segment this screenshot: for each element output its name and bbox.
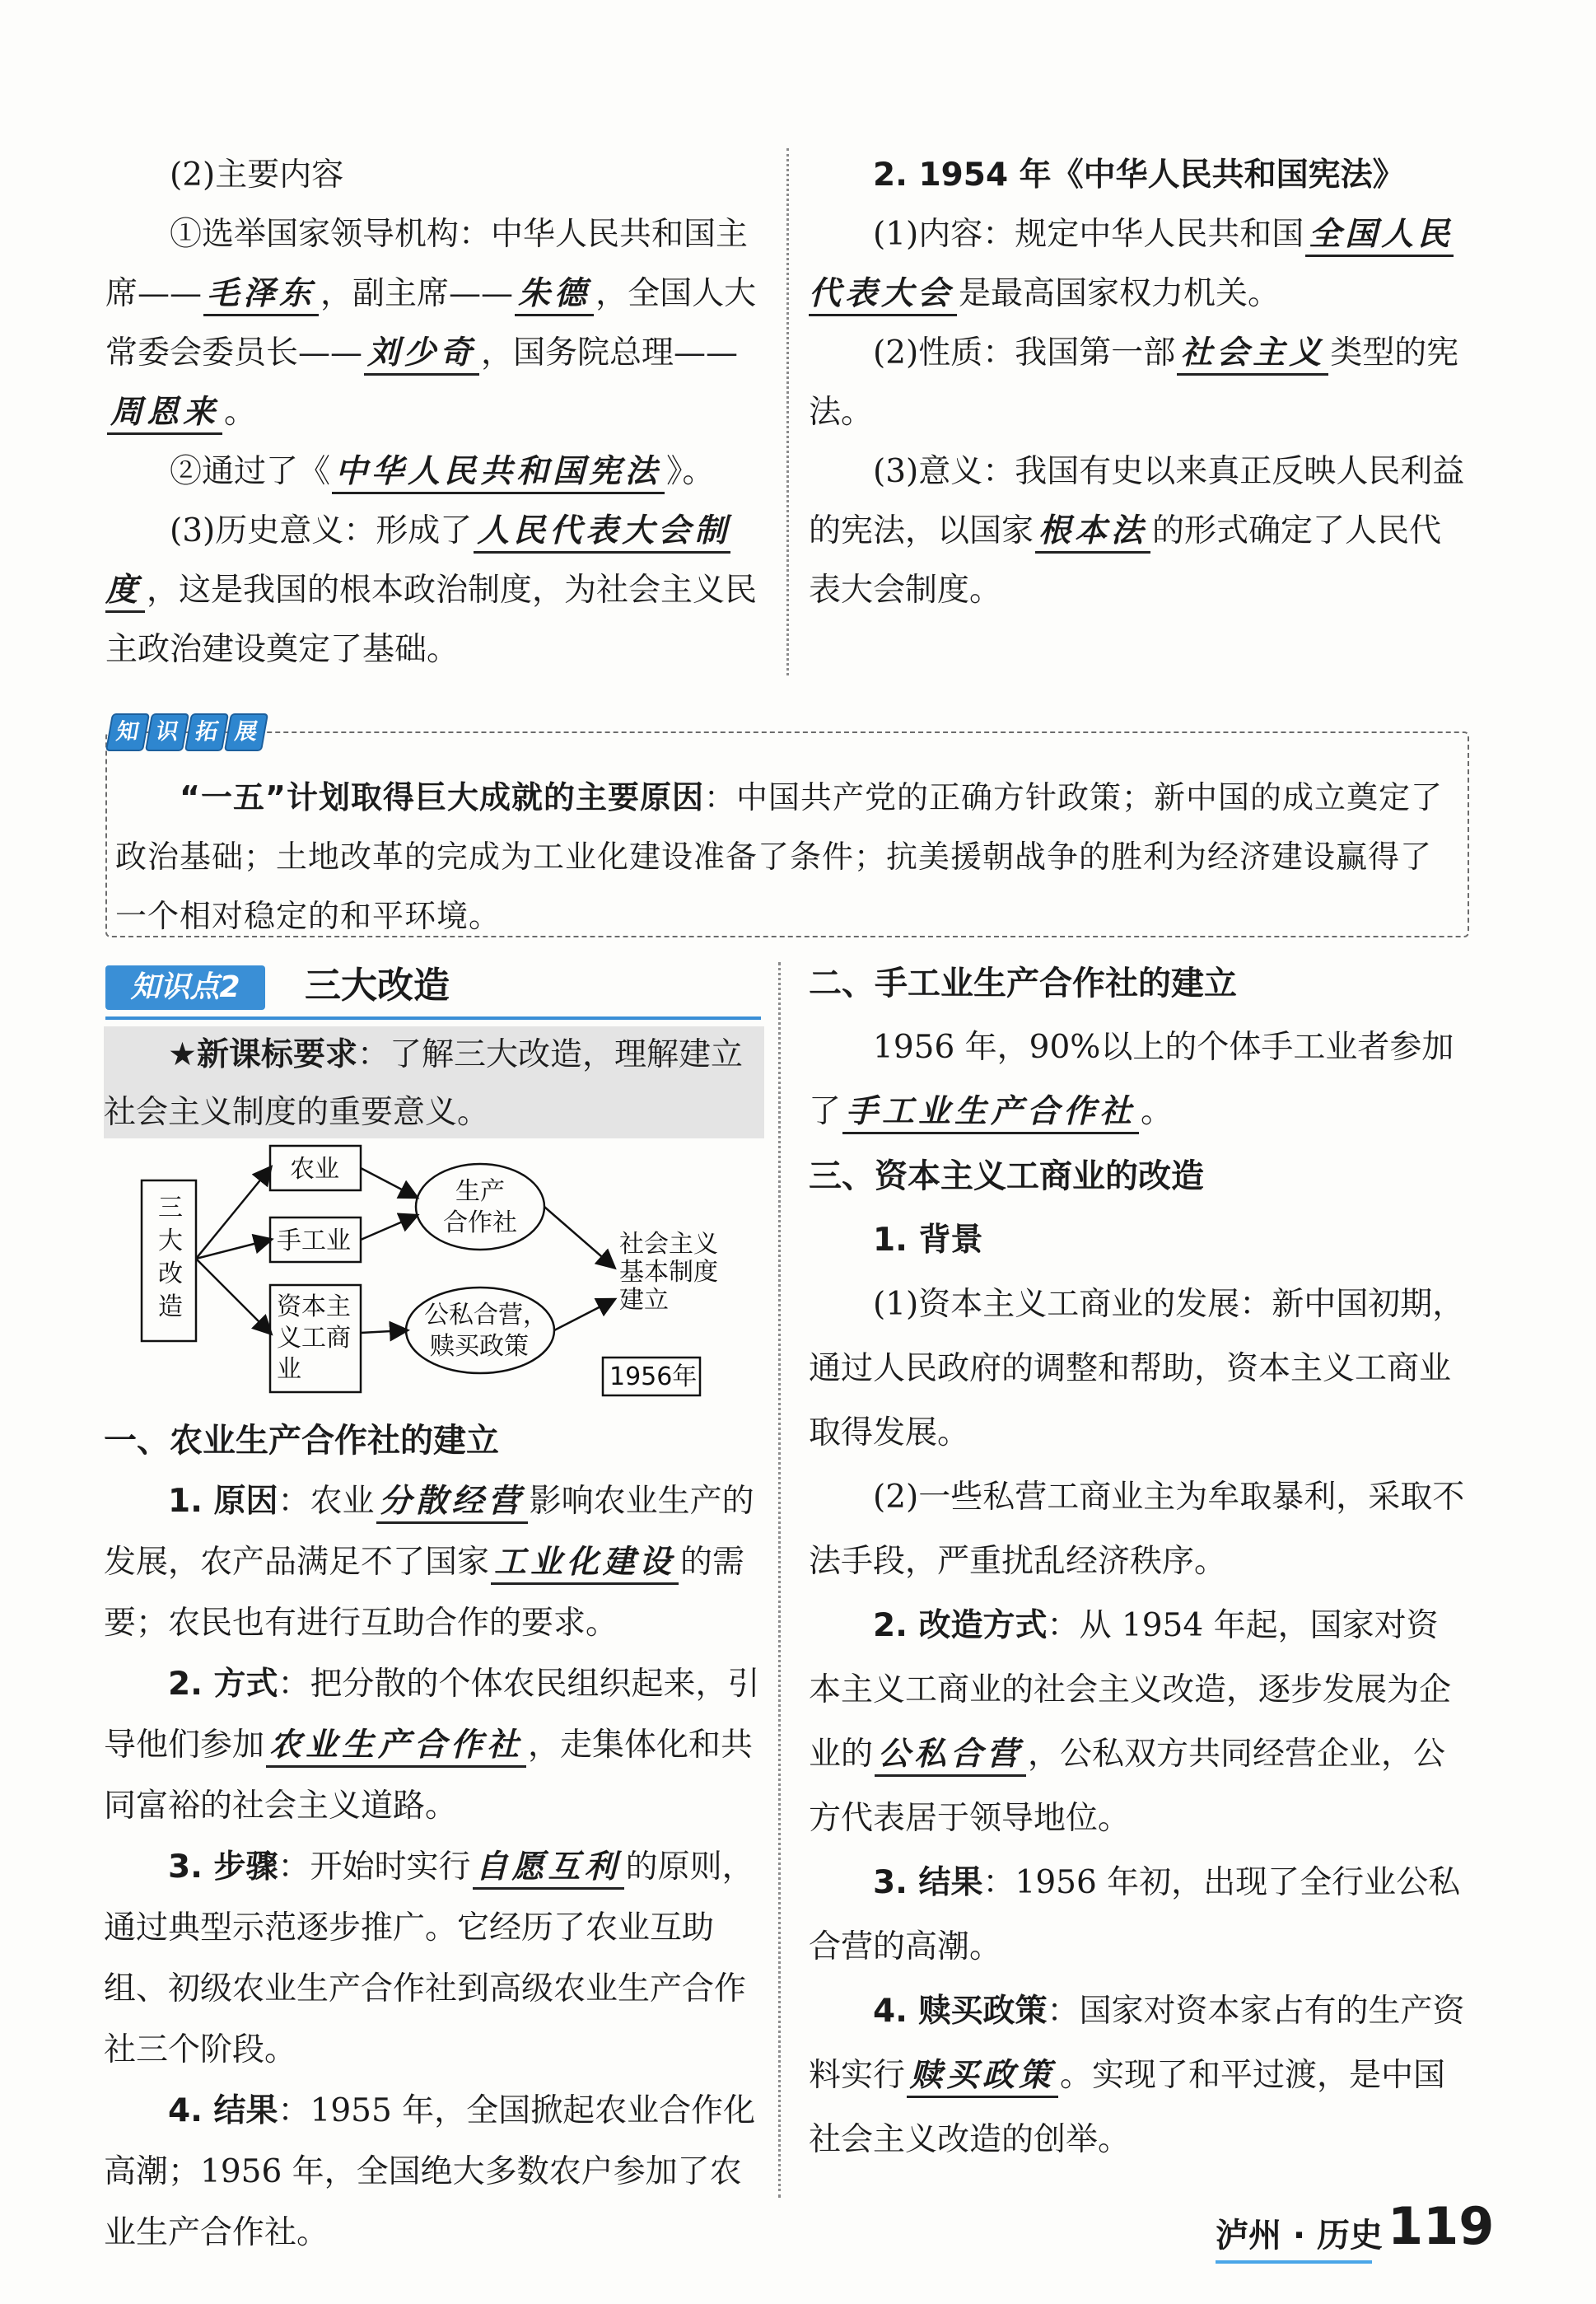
page-number: 119 xyxy=(1388,2196,1495,2256)
tag-char: 知 xyxy=(105,713,150,751)
extension-lead: “一五”计划取得巨大成就的主要原因 xyxy=(180,779,704,816)
background-p2: (2)一些私营工商业主为牟取暴利，采取不法手段，严重扰乱经济秩序。 xyxy=(809,1479,1465,1580)
right-column-bottom xyxy=(809,951,1468,2172)
redemption-policy: 4. 赎买政策：国家对资本家占有的生产资料实行 赎买政策 。实现了和平过渡，是中国社会主义改造的创举。 xyxy=(809,1993,1465,2158)
transform-result: 3. 结果：1956 年初，出现了全行业公私合营的高潮。 xyxy=(809,1864,1461,1965)
constitution-content: (1)内容：规定中华人民共和国 全国人民代表大会 是最高国家权力机关。 xyxy=(809,205,1468,324)
answer-joint-venture: 公私合营 xyxy=(875,1736,1026,1777)
handicraft-paragraph: 1956 年，90%以上的个体手工业者参加了 手工业生产合作社 。 xyxy=(809,1016,1468,1144)
constitution-paragraph: ②通过了《 中华人民共和国宪法 》。 xyxy=(105,442,764,502)
knowledge-extension-tag xyxy=(109,713,265,751)
constitution-significance: (3)意义：我国有史以来真正反映人民利益的宪法，以国家 根本法 的形式确定了人民代表大会制度。 xyxy=(809,453,1465,609)
goal-label: 建立 xyxy=(619,1286,669,1315)
constitution-1954-heading: 2. 1954 年《中华人民共和国宪法》 xyxy=(873,157,1405,194)
answer-socialism: 社会主义 xyxy=(1177,334,1328,376)
cooperative-label: 合作社 xyxy=(443,1208,517,1237)
root-char: 改 xyxy=(158,1259,183,1288)
right-column-top xyxy=(809,146,1468,620)
main-content-heading: (2)主要内容 xyxy=(170,157,344,194)
agri-result: 4. 结果：1955 年，全国掀起农业合作化高潮；1956 年，全国绝大多数农户参加了农业生产合作社。 xyxy=(104,2092,756,2251)
knowledge-point-underline xyxy=(105,1016,761,1020)
year-label: 1956年 xyxy=(609,1362,698,1391)
answer-voluntary: 自愿互利 xyxy=(473,1848,624,1890)
leaders-paragraph: ①选举国家领导机构：中华人民共和国主席—— 毛泽东 ，副主席—— 朱德 ，全国人大常委会委员长—— 刘少奇 ，国务院总理——周恩来 。 xyxy=(105,205,764,442)
answer-handicraft-coop: 手工业生产合作社 xyxy=(842,1093,1139,1134)
three-transformations-diagram xyxy=(132,1143,758,1407)
requirement-text: ：了解三大改造，理解建立社会主义制度的重要意义。 xyxy=(104,1036,743,1131)
section-handicraft-heading: 二、手工业生产合作社的建立 xyxy=(809,965,1237,1002)
answer-scattered: 分散经营 xyxy=(376,1483,528,1524)
capitalist-label: 资本主 xyxy=(277,1292,351,1321)
background-p1: (1)资本主义工商业的发展：新中国初期，通过人民政府的调整和帮助，资本主义工商业取得发展。 xyxy=(809,1286,1465,1451)
footer-label: 泸州 · 历史 xyxy=(1216,2217,1384,2255)
tag-char: 拓 xyxy=(184,713,229,751)
answer-npc-system: 人民代表大会制度 xyxy=(105,512,730,613)
root-char: 造 xyxy=(158,1292,183,1321)
curriculum-requirement xyxy=(104,1026,763,1142)
answer-npc: 全国人民代表大会 xyxy=(809,216,1454,316)
answer-redemption: 赎买政策 xyxy=(907,2057,1058,2098)
joint-venture-label: 赎买政策 xyxy=(430,1332,529,1361)
column-divider-bottom xyxy=(778,962,781,2198)
column-divider-top xyxy=(786,148,789,675)
tag-char: 识 xyxy=(145,713,189,751)
footer-accent-line xyxy=(1216,2260,1372,2264)
knowledge-point-title: 三大改造 xyxy=(305,965,450,1007)
knowledge-point-badge: 知识点2 xyxy=(105,965,265,1010)
goal-label: 基本制度 xyxy=(619,1258,718,1287)
answer-mao: 毛泽东 xyxy=(203,275,319,316)
background-heading: 1. 背景 xyxy=(873,1222,983,1259)
goal-label: 社会主义 xyxy=(619,1230,718,1259)
answer-zhu: 朱德 xyxy=(515,275,594,316)
answer-fundamental-law: 根本法 xyxy=(1035,512,1150,554)
root-char: 三 xyxy=(158,1194,183,1222)
significance-paragraph: (3)历史意义：形成了 人民代表大会制度 ，这是我国的根本政治制度，为社会主义民主政治建设奠定了基础。 xyxy=(105,512,758,668)
handicraft-label: 手工业 xyxy=(277,1227,351,1255)
constitution-nature: (2)性质：我国第一部 社会主义 类型的宪法。 xyxy=(809,334,1459,431)
answer-liu: 刘少奇 xyxy=(364,334,479,376)
joint-venture-label: 公私合营， xyxy=(424,1301,548,1330)
agri-cause: 1. 原因：农业 分散经营 影响农业生产的发展，农产品满足不了国家 工业化建设 的需要；农民也有进行互助合作的要求。 xyxy=(104,1483,754,1642)
answer-zhou: 周恩来 xyxy=(107,394,222,435)
left-column-top xyxy=(105,146,764,680)
answer-agri-coop: 农业生产合作社 xyxy=(266,1727,526,1768)
transform-method: 2. 改造方式：从 1954 年起，国家对资本主义工商业的社会主义改造，逐步发展为企业的 公私合营 ，公私双方共同经营企业，公方代表居于领导地位。 xyxy=(809,1607,1452,1837)
agriculture-label: 农业 xyxy=(290,1155,339,1184)
cooperative-label: 生产 xyxy=(455,1177,505,1206)
section-capitalist-heading: 三、资本主义工商业的改造 xyxy=(809,1157,1204,1195)
extension-body: ：中国共产党的正确方针政策；新中国的成立奠定了政治基础；土地改革的完成为工业化建设准备了条件；抗美援朝战争的胜利为经济建设赢得了一个相对稳定的和平环境。 xyxy=(115,779,1443,934)
agri-steps: 3. 步骤：开始时实行 自愿互利 的原则，通过典型示范逐步推广。它经历了农业互助组、初级农业生产合作社到高级农业生产合作社三个阶段。 xyxy=(104,1848,754,2068)
root-char: 大 xyxy=(158,1227,183,1255)
left-column-bottom xyxy=(104,1410,764,2264)
agri-method: 2. 方式：把分散的个体农民组织起来，引导他们参加 农业生产合作社 ，走集体化和共同富裕的社会主义道路。 xyxy=(104,1666,760,1825)
requirement-label: ★新课标要求 xyxy=(168,1036,357,1073)
capitalist-label: 业 xyxy=(277,1355,301,1384)
answer-industrialization: 工业化建设 xyxy=(491,1544,679,1585)
section-agriculture-heading: 一、农业生产合作社的建立 xyxy=(104,1422,499,1460)
capitalist-label: 义工商 xyxy=(277,1324,351,1353)
tag-char: 展 xyxy=(224,713,268,751)
knowledge-extension-text xyxy=(115,768,1458,946)
answer-constitution: 中华人民共和国宪法 xyxy=(332,453,665,494)
